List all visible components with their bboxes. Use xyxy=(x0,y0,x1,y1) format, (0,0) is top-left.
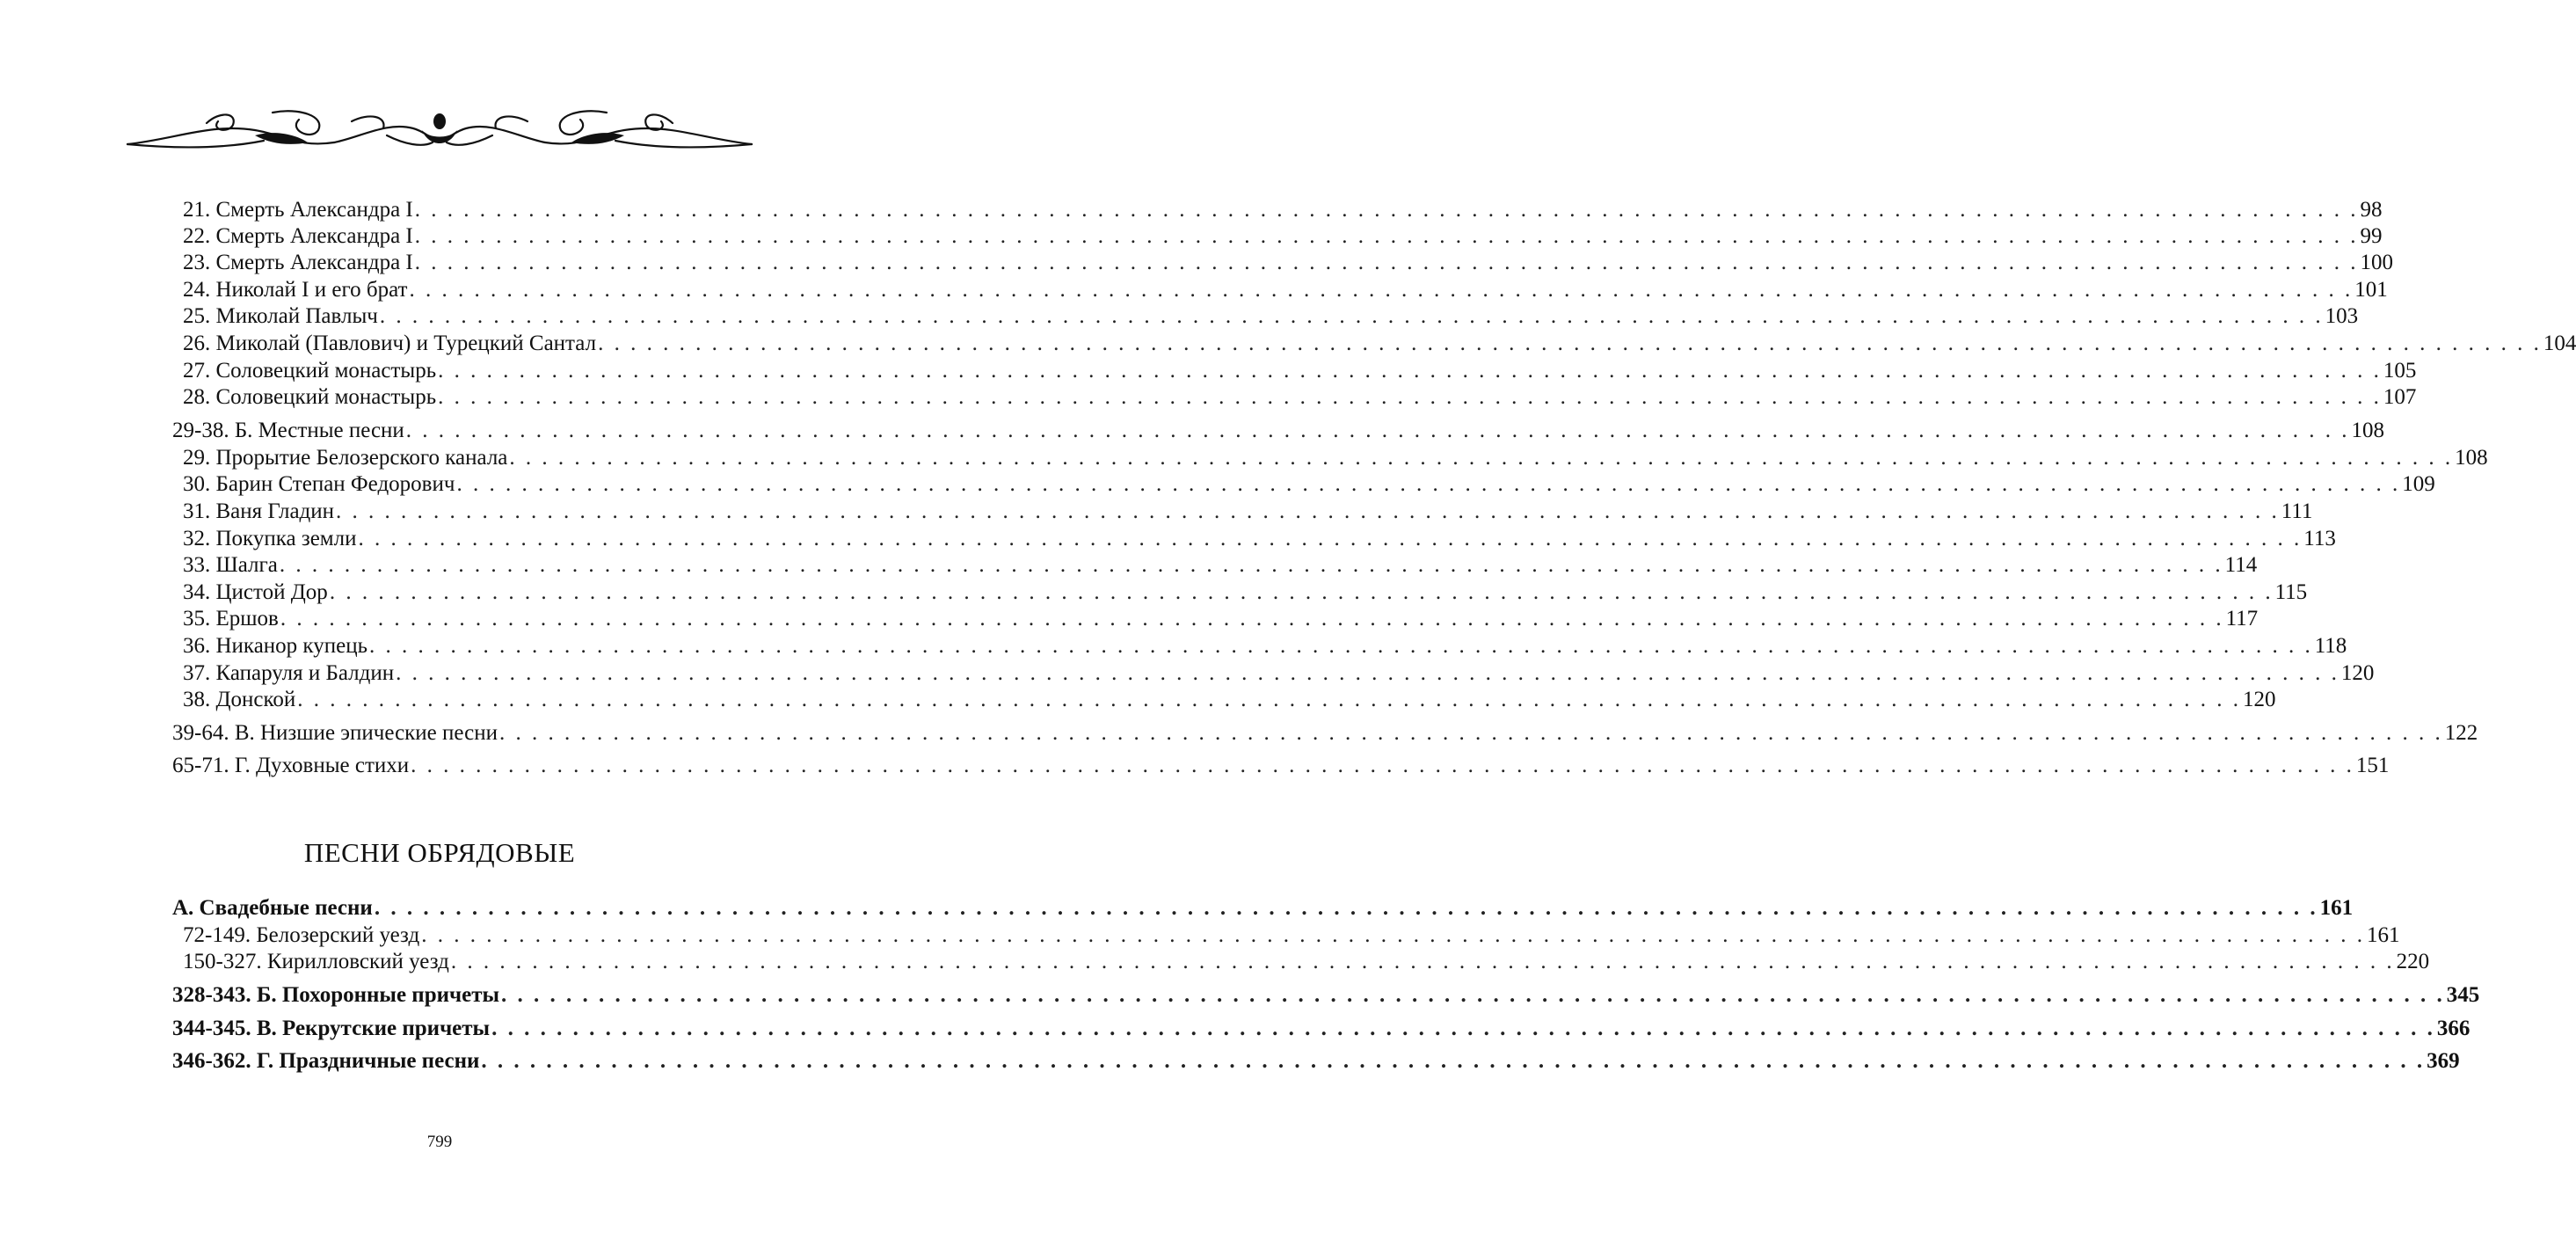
toc-entry xyxy=(172,471,2435,498)
dot-leader: . . . . . . . . . . . . . . . . . . . . . . . . . . . . . . . . . . . . . . . . . . . . . . . . . . . . . . . . . . . . . . . . . . . . . . . . . . . . . . . . . . . . . . . . . . . . . . . . . . . . . . . . . . . . . . . . . . . . . . . . xyxy=(598,332,2542,355)
toc-entry-page: 105 xyxy=(2383,359,2417,383)
toc-entry-title: 27. Соловецкий монастырь xyxy=(183,359,437,383)
dot-leader: . . . . . . . . . . . . . . . . . . . . . . . . . . . . . . . . . . . . . . . . . . . . . . . . . . . . . . . . . . . . . . . . . . . . . . . . . . . . . . . . . . . . . . . . . . . . . . . . . . . . . . . . . . . . . . . . . . . . . . . . xyxy=(456,472,2401,496)
dot-leader: . . . . . . . . . . . . . . . . . . . . . . . . . . . . . . . . . . . . . . . . . . . . . . . . . . . . . . . . . . . . . . . . . . . . . . . . . . . . . . . . . . . . . . . . . . . . . . . . . . . . . . . . . . . . . . . . . . . . . . . . xyxy=(329,580,2274,604)
dot-leader: . . . . . . . . . . . . . . . . . . . . . . . . . . . . . . . . . . . . . . . . . . . . . . . . . . . . . . . . . . . . . . . . . . . . . . . . . . . . . . . . . . . . . . . . . . . . . . . . . . . . . . . . . . . . . . . . . . . . . . . . xyxy=(379,304,2324,328)
toc-entry xyxy=(172,303,2359,330)
toc-entry-title: 38. Донской xyxy=(183,688,296,711)
toc-entry-title: 25. Миколай Павлыч xyxy=(183,304,378,328)
toc-entry-title: 29-38. Б. Местные песни xyxy=(172,419,404,442)
toc-entry-page: 117 xyxy=(2225,607,2259,630)
toc-entry-page: 104 xyxy=(2543,332,2576,355)
toc-entry-page: 109 xyxy=(2402,472,2435,496)
dot-leader: . . . . . . . . . . . . . . . . . . . . . . . . . . . . . . . . . . . . . . . . . . . . . . . . . . . . . . . . . . . . . . . . . . . . . . . . . . . . . . . . . . . . . . . . . . . . . . . . . . . . . . . . . . . . . . . . . . . . . . . . xyxy=(409,278,2354,302)
toc-entry-title: 35. Ершов xyxy=(183,607,279,630)
toc-entry-page: 113 xyxy=(2303,527,2336,550)
toc-entry-title: 29. Прорытие Белозерского канала xyxy=(183,446,508,470)
toc-entry xyxy=(172,384,2417,411)
toc-entry-page: 98 xyxy=(2360,198,2383,222)
toc-entry-title: 36. Никанор купець xyxy=(183,634,367,658)
toc-entry xyxy=(172,606,2259,632)
toc-entry xyxy=(172,223,2383,250)
dot-leader: . . . . . . . . . . . . . . . . . . . . . . . . . . . . . . . . . . . . . . . . . . . . . . . . . . . . . . . . . . . . . . . . . . . . . . . . . . . . . . . . . . . . . . . . . . . . . . . . . . . . . . . . . . . . . . . . . . . . . . . . xyxy=(421,923,2365,947)
toc-entry-page: 120 xyxy=(2243,688,2276,711)
toc-entry-title: 24. Николай I и его брат xyxy=(183,278,408,302)
toc-entry-page: 101 xyxy=(2354,278,2388,302)
toc-entry xyxy=(172,197,2383,223)
toc-entry xyxy=(172,687,2276,713)
toc-entry xyxy=(172,526,2336,552)
toc-entry-page: 120 xyxy=(2340,661,2375,685)
toc-entry-title: 30. Барин Степан Федорович xyxy=(183,472,455,496)
dot-leader: . . . . . . . . . . . . . . . . . . . . . . . . . . . . . . . . . . . . . . . . . . . . . . . . . . . . . . . . . . . . . . . . . . . . . . . . . . . . . . . . . . . . . . . . . . . . . . . . . . . . . . . . . . . . . . . . . . . . . . . . xyxy=(297,688,2242,711)
toc-entry xyxy=(172,660,2375,687)
toc-entry-title: А. Свадебные песни xyxy=(172,896,373,920)
page-number: 799 xyxy=(426,1133,453,1151)
dot-leader: . . . . . . . . . . . . . . . . . . . . . . . . . . . . . . . . . . . . . . . . . . . . . . . . . . . . . . . . . . . . . . . . . . . . . . . . . . . . . . . . . . . . . . . . . . . . . . . . . . . . . . . . . . . . . . . . . . . . . . . . xyxy=(414,224,2359,248)
toc-entry-page: 122 xyxy=(2444,721,2478,745)
dot-leader: . . . . . . . . . . . . . . . . . . . . . . . . . . . . . . . . . . . . . . . . . . . . . . . . . . . . . . . . . . . . . . . . . . . . . . . . . . . . . . . . . . . . . . . . . . . . . . . . . . . . . . . . . . . . . . . . . . . . . . . . xyxy=(491,1017,2435,1040)
dot-leader: . . . . . . . . . . . . . . . . . . . . . . . . . . . . . . . . . . . . . . . . . . . . . . . . . . . . . . . . . . . . . . . . . . . . . . . . . . . . . . . . . . . . . . . . . . . . . . . . . . . . . . . . . . . . . . . . . . . . . . . . xyxy=(509,446,2454,470)
toc-entry-title: 32. Покупка земли xyxy=(183,527,357,550)
toc-entry-page: 99 xyxy=(2360,224,2383,248)
toc-entry-page: 151 xyxy=(2355,754,2390,777)
toc-entry-title: 31. Ваня Гладин xyxy=(183,499,335,523)
toc-entry xyxy=(172,445,2488,471)
toc-entry-page: 118 xyxy=(2314,634,2347,658)
toc-entry xyxy=(172,358,2417,384)
dot-leader: . . . . . . . . . . . . . . . . . . . . . . . . . . . . . . . . . . . . . . . . . . . . . . . . . . . . . . . . . . . . . . . . . . . . . . . . . . . . . . . . . . . . . . . . . . . . . . . . . . . . . . . . . . . . . . . . . . . . . . . . xyxy=(414,198,2359,222)
toc-entry-page: 161 xyxy=(2319,896,2354,920)
dot-leader: . . . . . . . . . . . . . . . . . . . . . . . . . . . . . . . . . . . . . . . . . . . . . . . . . . . . . . . . . . . . . . . . . . . . . . . . . . . . . . . . . . . . . . . . . . . . . . . . . . . . . . . . . . . . . . . . . . . . . . . . xyxy=(279,553,2223,577)
toc-entry-title: 22. Смерть Александра I xyxy=(183,224,413,248)
toc-entry-page: 103 xyxy=(2325,304,2359,328)
toc-entry-title: 65-71. Г. Духовные стихи xyxy=(172,754,410,777)
section-heading: ПЕСНИ ОБРЯДОВЫЕ xyxy=(303,837,576,868)
dot-leader: . . . . . . . . . . . . . . . . . . . . . . . . . . . . . . . . . . . . . . . . . . . . . . . . . . . . . . . . . . . . . . . . . . . . . . . . . . . . . . . . . . . . . . . . . . . . . . . . . . . . . . . . . . . . . . . . . . . . . . . . xyxy=(396,661,2340,685)
toc-entry-page: 366 xyxy=(2436,1017,2470,1040)
toc-entry-page: 345 xyxy=(2446,983,2480,1007)
toc-entry xyxy=(172,753,2390,779)
dot-leader: . . . . . . . . . . . . . . . . . . . . . . . . . . . . . . . . . . . . . . . . . . . . . . . . . . . . . . . . . . . . . . . . . . . . . . . . . . . . . . . . . . . . . . . . . . . . . . . . . . . . . . . . . . . . . . . . . . . . . . . . xyxy=(498,721,2443,745)
dot-leader: . . . . . . . . . . . . . . . . . . . . . . . . . . . . . . . . . . . . . . . . . . . . . . . . . . . . . . . . . . . . . . . . . . . . . . . . . . . . . . . . . . . . . . . . . . . . . . . . . . . . . . . . . . . . . . . . . . . . . . . . xyxy=(411,754,2354,777)
toc-entry xyxy=(172,1016,2470,1042)
toc-entry xyxy=(172,949,2430,975)
toc-entry-page: 111 xyxy=(2281,499,2313,523)
toc-entry xyxy=(172,418,2385,444)
toc-entry-page: 108 xyxy=(2455,446,2488,470)
toc-entry xyxy=(172,1048,2460,1075)
toc-entry-page: 115 xyxy=(2274,580,2308,604)
toc-entry xyxy=(172,331,2576,357)
dot-leader: . . . . . . . . . . . . . . . . . . . . . . . . . . . . . . . . . . . . . . . . . . . . . . . . . . . . . . . . . . . . . . . . . . . . . . . . . . . . . . . . . . . . . . . . . . . . . . . . . . . . . . . . . . . . . . . . . . . . . . . . xyxy=(280,607,2224,630)
toc-entry xyxy=(172,499,2313,525)
toc-entry-title: 33. Шалга xyxy=(183,553,278,577)
toc-entry xyxy=(172,633,2347,660)
toc-entry-title: 150-327. Кирилловский уезд xyxy=(183,950,449,973)
toc-entry-page: 369 xyxy=(2427,1049,2460,1073)
dot-leader: . . . . . . . . . . . . . . . . . . . . . . . . . . . . . . . . . . . . . . . . . . . . . . . . . . . . . . . . . . . . . . . . . . . . . . . . . . . . . . . . . . . . . . . . . . . . . . . . . . . . . . . . . . . . . . . . . . . . . . . . xyxy=(368,634,2313,658)
toc-entry-title: 34. Цистой Дор xyxy=(183,580,328,604)
toc-entry-title: 39-64. В. Низшие эпические песни xyxy=(172,721,498,745)
decorative-ornament-icon xyxy=(123,104,756,158)
dot-leader: . . . . . . . . . . . . . . . . . . . . . . . . . . . . . . . . . . . . . . . . . . . . . . . . . . . . . . . . . . . . . . . . . . . . . . . . . . . . . . . . . . . . . . . . . . . . . . . . . . . . . . . . . . . . . . . . . . . . . . . . xyxy=(374,896,2318,920)
toc-entry-title: 72-149. Белозерский уезд xyxy=(183,923,420,947)
toc-entry xyxy=(172,895,2354,922)
dot-leader: . . . . . . . . . . . . . . . . . . . . . . . . . . . . . . . . . . . . . . . . . . . . . . . . . . . . . . . . . . . . . . . . . . . . . . . . . . . . . . . . . . . . . . . . . . . . . . . . . . . . . . . . . . . . . . . . . . . . . . . . xyxy=(481,1049,2426,1073)
toc-entry xyxy=(172,277,2388,303)
dot-leader: . . . . . . . . . . . . . . . . . . . . . . . . . . . . . . . . . . . . . . . . . . . . . . . . . . . . . . . . . . . . . . . . . . . . . . . . . . . . . . . . . . . . . . . . . . . . . . . . . . . . . . . . . . . . . . . . . . . . . . . . xyxy=(438,359,2382,383)
dot-leader: . . . . . . . . . . . . . . . . . . . . . . . . . . . . . . . . . . . . . . . . . . . . . . . . . . . . . . . . . . . . . . . . . . . . . . . . . . . . . . . . . . . . . . . . . . . . . . . . . . . . . . . . . . . . . . . . . . . . . . . . xyxy=(336,499,2280,523)
toc-entry xyxy=(172,922,2400,949)
toc-entry-page: 161 xyxy=(2366,923,2400,947)
toc-entry-page: 107 xyxy=(2383,385,2417,409)
toc-entry-title: 328-343. Б. Похоронные причеты xyxy=(172,983,500,1007)
toc-entry xyxy=(172,579,2308,606)
toc-entry-title: 26. Миколай (Павлович) и Турецкий Сантал xyxy=(183,332,597,355)
toc-entry xyxy=(172,982,2480,1009)
toc-entry-title: 28. Соловецкий монастырь xyxy=(183,385,437,409)
dot-leader: . . . . . . . . . . . . . . . . . . . . . . . . . . . . . . . . . . . . . . . . . . . . . . . . . . . . . . . . . . . . . . . . . . . . . . . . . . . . . . . . . . . . . . . . . . . . . . . . . . . . . . . . . . . . . . . . . . . . . . . . xyxy=(450,950,2395,973)
toc-entry-title: 23. Смерть Александра I xyxy=(183,251,413,274)
toc-entry xyxy=(172,552,2258,579)
toc-entry-page: 108 xyxy=(2351,419,2385,442)
dot-leader: . . . . . . . . . . . . . . . . . . . . . . . . . . . . . . . . . . . . . . . . . . . . . . . . . . . . . . . . . . . . . . . . . . . . . . . . . . . . . . . . . . . . . . . . . . . . . . . . . . . . . . . . . . . . . . . . . . . . . . . . xyxy=(501,983,2445,1007)
toc-entry xyxy=(172,250,2394,276)
dot-leader: . . . . . . . . . . . . . . . . . . . . . . . . . . . . . . . . . . . . . . . . . . . . . . . . . . . . . . . . . . . . . . . . . . . . . . . . . . . . . . . . . . . . . . . . . . . . . . . . . . . . . . . . . . . . . . . . . . . . . . . . xyxy=(414,251,2359,274)
toc-entry-title: 344-345. В. Рекрутские причеты xyxy=(172,1017,491,1040)
toc-entry-page: 220 xyxy=(2396,950,2430,973)
toc-entry-page: 100 xyxy=(2360,251,2394,274)
toc-entry-title: 37. Капаруля и Балдин xyxy=(183,661,395,685)
dot-leader: . . . . . . . . . . . . . . . . . . . . . . . . . . . . . . . . . . . . . . . . . . . . . . . . . . . . . . . . . . . . . . . . . . . . . . . . . . . . . . . . . . . . . . . . . . . . . . . . . . . . . . . . . . . . . . . . . . . . . . . . xyxy=(438,385,2382,409)
toc-entry-title: 21. Смерть Александра I xyxy=(183,198,413,222)
toc-entry-page: 114 xyxy=(2224,553,2258,577)
dot-leader: . . . . . . . . . . . . . . . . . . . . . . . . . . . . . . . . . . . . . . . . . . . . . . . . . . . . . . . . . . . . . . . . . . . . . . . . . . . . . . . . . . . . . . . . . . . . . . . . . . . . . . . . . . . . . . . . . . . . . . . . xyxy=(358,527,2303,550)
dot-leader: . . . . . . . . . . . . . . . . . . . . . . . . . . . . . . . . . . . . . . . . . . . . . . . . . . . . . . . . . . . . . . . . . . . . . . . . . . . . . . . . . . . . . . . . . . . . . . . . . . . . . . . . . . . . . . . . . . . . . . . . xyxy=(405,419,2350,442)
toc-entry-title: 346-362. Г. Праздничные песни xyxy=(172,1049,480,1073)
toc-entry xyxy=(172,720,2478,747)
